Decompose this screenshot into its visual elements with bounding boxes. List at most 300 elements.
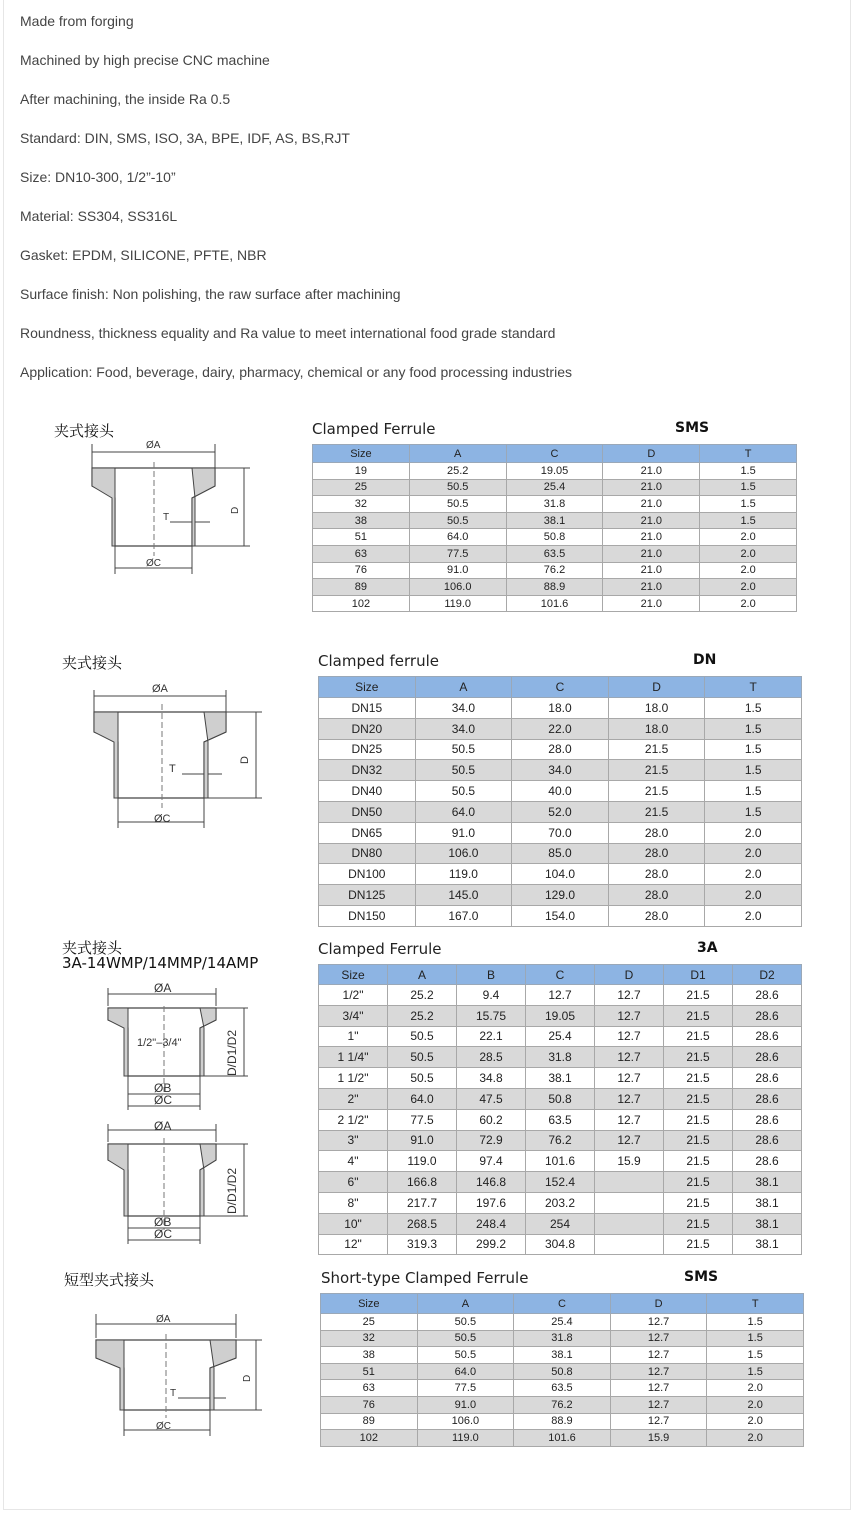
- table-cell: [595, 1192, 664, 1213]
- table-cell: 38.1: [514, 1347, 611, 1364]
- table-cell: 119.0: [409, 595, 506, 612]
- table-cell: 21.5: [664, 1109, 733, 1130]
- diameter-c-label: ØC: [154, 1227, 172, 1241]
- table-cell: 63.5: [506, 545, 603, 562]
- table-cell: 64.0: [388, 1088, 457, 1109]
- table-row: [319, 822, 802, 843]
- table-cell: 21.5: [664, 985, 733, 1006]
- section-cn-title: 短型夹式接头: [64, 1271, 155, 1289]
- table-cell: DN125: [319, 885, 416, 906]
- table-header-row: [319, 677, 802, 698]
- table-cell: 25.4: [514, 1314, 611, 1331]
- table-cell: 1.5: [705, 801, 802, 822]
- table-cell: 50.5: [415, 760, 512, 781]
- table-cell: 15.75: [457, 1005, 526, 1026]
- table-row: [319, 718, 802, 739]
- table-cell: 21.0: [603, 496, 700, 513]
- table-cell: 28.6: [733, 985, 802, 1006]
- table-cell: 2.0: [707, 1396, 804, 1413]
- table-cell: 88.9: [506, 579, 603, 596]
- table-cell: 101.6: [506, 595, 603, 612]
- table-cell: DN80: [319, 843, 416, 864]
- table-cell: 28.5: [457, 1047, 526, 1068]
- table-title: Clamped Ferrule: [318, 940, 442, 958]
- table-row: [313, 463, 797, 480]
- column-header: B: [457, 965, 526, 985]
- table-cell: 1.5: [707, 1347, 804, 1364]
- column-header: T: [707, 1294, 804, 1314]
- table-cell: 1.5: [700, 496, 797, 513]
- table-cell: 4": [319, 1151, 388, 1172]
- table-cell: 50.8: [514, 1363, 611, 1380]
- table-cell: 1/2": [319, 985, 388, 1006]
- table-cell: 76.2: [506, 562, 603, 579]
- table-row: [319, 801, 802, 822]
- table-cell: 129.0: [512, 885, 609, 906]
- table-cell: 28.6: [733, 1068, 802, 1089]
- column-header: A: [415, 677, 512, 698]
- table-cell: 102: [321, 1430, 418, 1447]
- table-cell: 12.7: [595, 1026, 664, 1047]
- table-header-row: [319, 965, 802, 985]
- diameter-c-label: ØC: [156, 1421, 171, 1432]
- table-cell: 2.0: [705, 905, 802, 926]
- table-cell: 21.0: [603, 545, 700, 562]
- table-cell: 248.4: [457, 1213, 526, 1234]
- table-cell: 28.0: [512, 739, 609, 760]
- table-cell: 32: [313, 496, 410, 513]
- table-cell: 50.5: [409, 512, 506, 529]
- column-header: D: [603, 445, 700, 463]
- table-cell: 50.8: [526, 1088, 595, 1109]
- table-cell: 19.05: [526, 1005, 595, 1026]
- column-header: D: [610, 1294, 707, 1314]
- section-cn-subtitle: 3A-14WMP/14MMP/14AMP: [62, 954, 259, 972]
- table-row: [321, 1396, 804, 1413]
- diameter-c-label: ØC: [154, 813, 171, 825]
- section-cn-title: 夹式接头: [54, 422, 115, 440]
- table-cell: 28.0: [608, 905, 705, 926]
- table-cell: 1.5: [705, 760, 802, 781]
- table-row: [319, 1005, 802, 1026]
- table-cell: 19.05: [506, 463, 603, 480]
- table-row: [321, 1413, 804, 1430]
- table-cell: 77.5: [417, 1380, 514, 1397]
- table-cell: 102: [313, 595, 410, 612]
- table-cell: 1.5: [707, 1363, 804, 1380]
- table-row: [319, 1234, 802, 1255]
- table-cell: 1.5: [705, 718, 802, 739]
- table-cell: 21.0: [603, 529, 700, 546]
- table-cell: 152.4: [526, 1172, 595, 1193]
- diameter-c-label: ØC: [146, 558, 161, 569]
- table-cell: 21.0: [603, 579, 700, 596]
- table-cell: 21.5: [608, 739, 705, 760]
- table-cell: 166.8: [388, 1172, 457, 1193]
- table-cell: 51: [321, 1363, 418, 1380]
- table-cell: 88.9: [514, 1413, 611, 1430]
- depth-label: D: [230, 506, 241, 514]
- table-row: [321, 1314, 804, 1331]
- table-cell: 32: [321, 1330, 418, 1347]
- table-cell: DN40: [319, 781, 416, 802]
- table-cell: 63: [321, 1380, 418, 1397]
- table-cell: 12.7: [610, 1413, 707, 1430]
- ferrule-drawing: [80, 438, 260, 578]
- table-cell: 50.5: [388, 1026, 457, 1047]
- diameter-a-label: ØA: [154, 981, 172, 995]
- table-cell: 85.0: [512, 843, 609, 864]
- table-cell: 40.0: [512, 781, 609, 802]
- table-cell: 63.5: [526, 1109, 595, 1130]
- ferrule-drawing-upper: [96, 980, 256, 1112]
- table-cell: 21.5: [664, 1068, 733, 1089]
- standard-label: SMS: [684, 1269, 719, 1285]
- table-cell: [595, 1234, 664, 1255]
- table-cell: 21.5: [608, 760, 705, 781]
- table-cell: DN50: [319, 801, 416, 822]
- feature-item: Machined by high precise CNC machine: [20, 52, 270, 68]
- section-cn-title: 夹式接头: [62, 654, 123, 672]
- table-cell: 21.5: [664, 1047, 733, 1068]
- feature-item: Surface finish: Non polishing, the raw surface after machining: [20, 286, 401, 302]
- table-cell: 89: [313, 579, 410, 596]
- table-row: [319, 1026, 802, 1047]
- table-cell: 91.0: [388, 1130, 457, 1151]
- table-row: [319, 1130, 802, 1151]
- table-cell: DN32: [319, 760, 416, 781]
- table-cell: 18.0: [608, 718, 705, 739]
- table-cell: 12": [319, 1234, 388, 1255]
- column-header: D2: [733, 965, 802, 985]
- table-cell: 91.0: [415, 822, 512, 843]
- table-cell: 12.7: [610, 1330, 707, 1347]
- table-cell: DN25: [319, 739, 416, 760]
- table-cell: 28.0: [608, 843, 705, 864]
- table-cell: 64.0: [415, 801, 512, 822]
- table-cell: 91.0: [409, 562, 506, 579]
- feature-item: After machining, the inside Ra 0.5: [20, 91, 231, 107]
- table-cell: 2.0: [705, 864, 802, 885]
- table-cell: 21.5: [608, 801, 705, 822]
- table-cell: 38.1: [506, 512, 603, 529]
- feature-item: Gasket: EPDM, SILICONE, PFTE, NBR: [20, 247, 267, 263]
- depth-label: D/D1/D2: [225, 1029, 239, 1076]
- table-cell: 217.7: [388, 1192, 457, 1213]
- table-cell: 52.0: [512, 801, 609, 822]
- diameter-c-label: ØC: [154, 1093, 172, 1107]
- table-cell: 12.7: [595, 1088, 664, 1109]
- table-row: [313, 595, 797, 612]
- table-row: [319, 698, 802, 719]
- table-cell: 1.5: [707, 1330, 804, 1347]
- section-cn-title: 夹式接头: [62, 939, 123, 957]
- table-cell: 106.0: [415, 843, 512, 864]
- table-title: Short-type Clamped Ferrule: [321, 1269, 529, 1287]
- table-row: [319, 760, 802, 781]
- table-cell: 119.0: [417, 1430, 514, 1447]
- table-cell: 91.0: [417, 1396, 514, 1413]
- table-cell: 2.0: [707, 1413, 804, 1430]
- column-header: Size: [321, 1294, 418, 1314]
- table-cell: 1.5: [705, 739, 802, 760]
- table-cell: 28.6: [733, 1130, 802, 1151]
- table-row: [319, 1192, 802, 1213]
- feature-item: Size: DN10-300, 1/2”-10”: [20, 169, 176, 185]
- table-cell: 1 1/4": [319, 1047, 388, 1068]
- table-cell: 8": [319, 1192, 388, 1213]
- standard-label: DN: [693, 652, 717, 668]
- table-row: [319, 1047, 802, 1068]
- table-cell: 28.6: [733, 1047, 802, 1068]
- column-header: T: [705, 677, 802, 698]
- table-cell: 3": [319, 1130, 388, 1151]
- table-cell: 1.5: [705, 698, 802, 719]
- table-cell: 28.6: [733, 1109, 802, 1130]
- table-cell: 28.0: [608, 864, 705, 885]
- column-header: D: [595, 965, 664, 985]
- table-cell: 21.5: [664, 1151, 733, 1172]
- table-cell: 21.0: [603, 463, 700, 480]
- table-cell: DN65: [319, 822, 416, 843]
- table-cell: 38.1: [733, 1192, 802, 1213]
- table-cell: 254: [526, 1213, 595, 1234]
- table-cell: 145.0: [415, 885, 512, 906]
- table-row: [319, 1151, 802, 1172]
- table-cell: 25.4: [526, 1026, 595, 1047]
- table-cell: 1.5: [705, 781, 802, 802]
- column-header: C: [514, 1294, 611, 1314]
- column-header: Size: [319, 965, 388, 985]
- table-cell: 2.0: [700, 595, 797, 612]
- table-cell: 12.7: [595, 1068, 664, 1089]
- table-cell: 22.1: [457, 1026, 526, 1047]
- table-cell: 25: [313, 479, 410, 496]
- table-cell: 119.0: [415, 864, 512, 885]
- table-row: [313, 545, 797, 562]
- table-cell: 1.5: [700, 463, 797, 480]
- table-row: [319, 985, 802, 1006]
- table-cell: 31.8: [526, 1047, 595, 1068]
- table-cell: 12.7: [610, 1363, 707, 1380]
- table-cell: DN20: [319, 718, 416, 739]
- table-cell: 38.1: [526, 1068, 595, 1089]
- table-cell: 9.4: [457, 985, 526, 1006]
- table-cell: 12.7: [595, 1109, 664, 1130]
- table-cell: 12.7: [526, 985, 595, 1006]
- table-cell: 19: [313, 463, 410, 480]
- depth-label: D: [242, 1374, 253, 1382]
- table-cell: 18.0: [512, 698, 609, 719]
- table-cell: 50.5: [409, 496, 506, 513]
- table-cell: 299.2: [457, 1234, 526, 1255]
- spec-table: [312, 444, 797, 612]
- table-cell: DN150: [319, 905, 416, 926]
- table-cell: 28.6: [733, 1151, 802, 1172]
- table-cell: 12.7: [610, 1314, 707, 1331]
- table-cell: 64.0: [417, 1363, 514, 1380]
- ferrule-drawing: [86, 680, 276, 830]
- table-cell: 64.0: [409, 529, 506, 546]
- table-cell: 50.5: [415, 739, 512, 760]
- column-header: Size: [313, 445, 410, 463]
- table-cell: 12.7: [595, 1005, 664, 1026]
- table-cell: 50.5: [417, 1330, 514, 1347]
- thickness-label: T: [163, 512, 170, 523]
- table-cell: 21.5: [664, 1213, 733, 1234]
- table-cell: 2.0: [705, 885, 802, 906]
- thickness-label: T: [169, 763, 176, 775]
- table-row: [319, 1088, 802, 1109]
- column-header: C: [512, 677, 609, 698]
- table-cell: 51: [313, 529, 410, 546]
- table-cell: 15.9: [595, 1151, 664, 1172]
- table-cell: 21.0: [603, 595, 700, 612]
- table-cell: 77.5: [388, 1109, 457, 1130]
- table-cell: 1": [319, 1026, 388, 1047]
- table-title: Clamped ferrule: [318, 652, 439, 670]
- table-cell: 25.2: [388, 1005, 457, 1026]
- table-header-row: [321, 1294, 804, 1314]
- table-cell: 1.5: [707, 1314, 804, 1331]
- table-cell: 101.6: [526, 1151, 595, 1172]
- table-cell: 167.0: [415, 905, 512, 926]
- table-cell: DN15: [319, 698, 416, 719]
- column-header: A: [388, 965, 457, 985]
- table-cell: 2.0: [700, 579, 797, 596]
- column-header: A: [417, 1294, 514, 1314]
- table-cell: 12.7: [610, 1347, 707, 1364]
- standard-label: SMS: [675, 420, 710, 436]
- table-cell: 21.0: [603, 512, 700, 529]
- table-cell: 21.0: [603, 479, 700, 496]
- table-cell: 2.0: [700, 562, 797, 579]
- table-cell: 18.0: [608, 698, 705, 719]
- feature-item: Standard: DIN, SMS, ISO, 3A, BPE, IDF, AS, BS,RJT: [20, 130, 350, 146]
- size-range-label: 1/2"–3/4": [137, 1037, 182, 1049]
- table-row: [321, 1347, 804, 1364]
- table-cell: 76.2: [514, 1396, 611, 1413]
- table-cell: 21.5: [664, 1234, 733, 1255]
- table-row: [313, 579, 797, 596]
- table-row: [319, 905, 802, 926]
- table-cell: 50.5: [409, 479, 506, 496]
- table-row: [319, 1172, 802, 1193]
- table-cell: 197.6: [457, 1192, 526, 1213]
- table-row: [319, 781, 802, 802]
- table-cell: 154.0: [512, 905, 609, 926]
- table-cell: 2.0: [707, 1380, 804, 1397]
- table-row: [319, 1068, 802, 1089]
- table-cell: 60.2: [457, 1109, 526, 1130]
- depth-label: D: [239, 756, 251, 764]
- table-cell: 28.6: [733, 1026, 802, 1047]
- table-cell: 203.2: [526, 1192, 595, 1213]
- diameter-a-label: ØA: [156, 1314, 171, 1325]
- column-header: C: [526, 965, 595, 985]
- table-cell: 319.3: [388, 1234, 457, 1255]
- table-row: [319, 1213, 802, 1234]
- table-cell: 34.0: [415, 698, 512, 719]
- spec-table: [318, 964, 802, 1255]
- table-cell: 21.5: [664, 1005, 733, 1026]
- column-header: D: [608, 677, 705, 698]
- table-cell: 2.0: [700, 529, 797, 546]
- table-cell: 21.5: [664, 1026, 733, 1047]
- table-cell: 76.2: [526, 1130, 595, 1151]
- table-cell: 2.0: [705, 843, 802, 864]
- table-cell: [595, 1172, 664, 1193]
- table-cell: 63: [313, 545, 410, 562]
- table-row: [319, 1109, 802, 1130]
- diameter-a-label: ØA: [146, 440, 161, 451]
- column-header: T: [700, 445, 797, 463]
- table-row: [313, 529, 797, 546]
- diameter-a-label: ØA: [152, 683, 168, 695]
- feature-item: Application: Food, beverage, dairy, pharmacy, chemical or any food processing industries: [20, 364, 572, 380]
- table-cell: 12.7: [610, 1396, 707, 1413]
- table-cell: 50.5: [417, 1314, 514, 1331]
- table-cell: 34.0: [415, 718, 512, 739]
- table-cell: 101.6: [514, 1430, 611, 1447]
- table-title: Clamped Ferrule: [312, 420, 436, 438]
- table-row: [321, 1380, 804, 1397]
- table-cell: 50.8: [506, 529, 603, 546]
- feature-item: Material: SS304, SS316L: [20, 208, 178, 224]
- table-cell: 28.6: [733, 1005, 802, 1026]
- ferrule-drawing: [90, 1310, 270, 1438]
- table-cell: 1.5: [700, 512, 797, 529]
- table-cell: 304.8: [526, 1234, 595, 1255]
- table-row: [321, 1363, 804, 1380]
- table-cell: 21.5: [664, 1172, 733, 1193]
- table-cell: 12.7: [595, 1047, 664, 1068]
- table-cell: 21.5: [664, 1130, 733, 1151]
- table-cell: 38.1: [733, 1213, 802, 1234]
- table-row: [313, 496, 797, 513]
- table-cell: 6": [319, 1172, 388, 1193]
- thickness-label: T: [170, 1388, 177, 1399]
- table-cell: 28.0: [608, 885, 705, 906]
- table-cell: DN100: [319, 864, 416, 885]
- table-cell: 3/4": [319, 1005, 388, 1026]
- spec-table: [318, 676, 802, 927]
- table-cell: 50.5: [415, 781, 512, 802]
- column-header: A: [409, 445, 506, 463]
- table-cell: 12.7: [610, 1380, 707, 1397]
- table-cell: 97.4: [457, 1151, 526, 1172]
- table-cell: 25.2: [388, 985, 457, 1006]
- column-header: C: [506, 445, 603, 463]
- table-cell: 1 1/2": [319, 1068, 388, 1089]
- table-cell: 21.5: [608, 781, 705, 802]
- table-cell: 72.9: [457, 1130, 526, 1151]
- table-row: [319, 885, 802, 906]
- table-cell: 21.0: [603, 562, 700, 579]
- table-cell: 21.5: [664, 1088, 733, 1109]
- depth-label: D/D1/D2: [225, 1167, 239, 1214]
- table-cell: 104.0: [512, 864, 609, 885]
- table-header-row: [313, 445, 797, 463]
- table-cell: 38: [321, 1347, 418, 1364]
- table-cell: 76: [321, 1396, 418, 1413]
- feature-item: Roundness, thickness equality and Ra value to meet international food grade standard: [20, 325, 556, 341]
- table-cell: 50.5: [388, 1068, 457, 1089]
- table-cell: 31.8: [514, 1330, 611, 1347]
- table-cell: 70.0: [512, 822, 609, 843]
- table-cell: 119.0: [388, 1151, 457, 1172]
- table-cell: 38.1: [733, 1172, 802, 1193]
